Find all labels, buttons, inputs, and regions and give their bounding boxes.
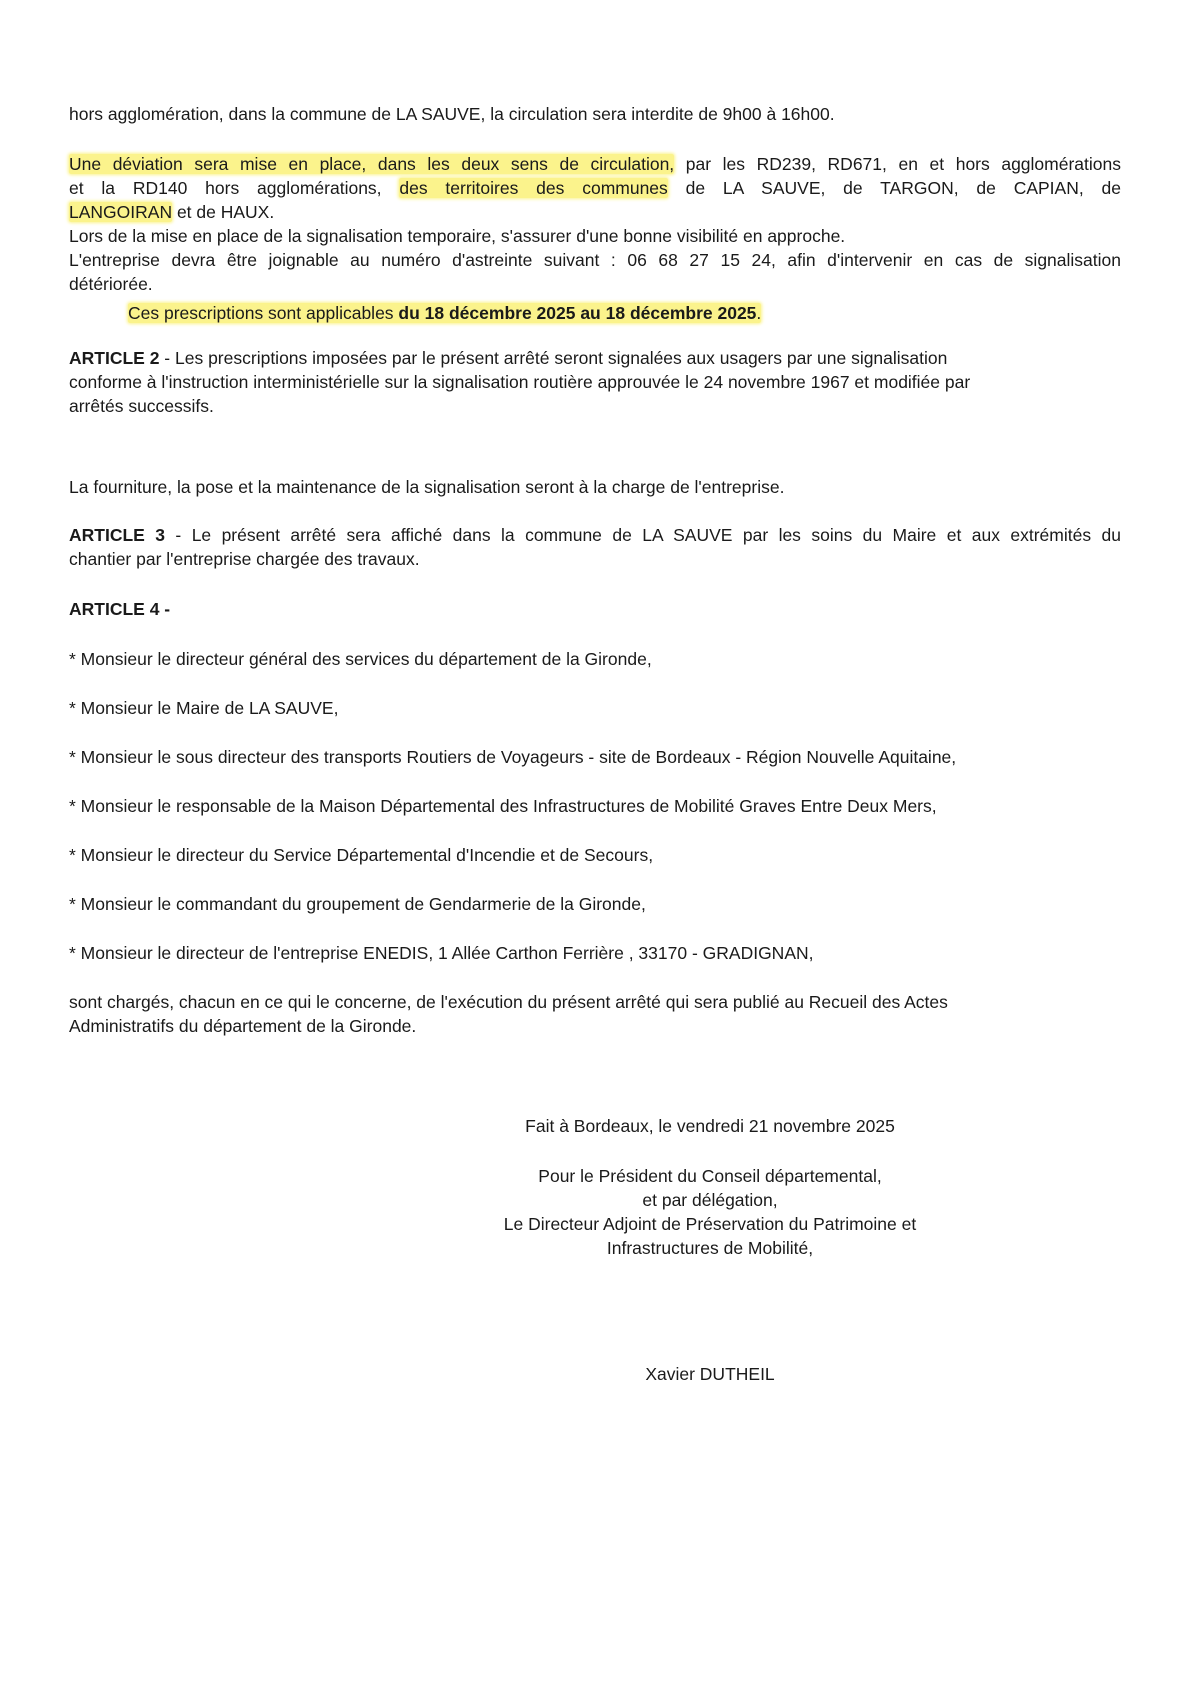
article-2 bbox=[69, 346, 1121, 418]
deviation-paragraph bbox=[69, 152, 1121, 296]
recipient-item bbox=[69, 794, 1121, 818]
place-date bbox=[460, 1114, 960, 1138]
signatory-name-text: Xavier DUTHEIL bbox=[645, 1364, 775, 1384]
recipient-item bbox=[69, 843, 1121, 867]
signature-line-1: Pour le Président du Conseil départemental, bbox=[538, 1166, 882, 1186]
supply-text: La fourniture, la pose et la maintenance de la signalisation seront à la charge de l'entreprise. bbox=[69, 477, 785, 497]
contact-line-1: L'entreprise devra être joignable au numéro d'astreinte suivant : 06 68 27 15 24, afin d'intervenir en cas de signalisation bbox=[69, 250, 1121, 270]
recipient-text: * Monsieur le directeur général des services du département de la Gironde, bbox=[69, 649, 652, 669]
article-2-line-3: arrêtés successifs. bbox=[69, 396, 214, 416]
signature-line-3: Le Directeur Adjoint de Préservation du Patrimoine et bbox=[503, 1214, 917, 1234]
recipient-text: * Monsieur le commandant du groupement de Gendarmerie de la Gironde, bbox=[69, 894, 646, 914]
place-date-text: Fait à Bordeaux, le vendredi 21 novembre 2025 bbox=[525, 1116, 895, 1136]
contact-line-2: détériorée. bbox=[69, 274, 153, 294]
article-2-label: ARTICLE 2 bbox=[69, 348, 160, 368]
signature-title-block bbox=[460, 1164, 960, 1260]
deviation-line-1 bbox=[69, 152, 1121, 176]
article-2-line-1 bbox=[69, 346, 1121, 370]
applicability-prefix: Ces prescriptions sont applicables bbox=[128, 303, 399, 323]
closing-paragraph bbox=[69, 990, 1121, 1038]
recipient-item bbox=[69, 647, 1121, 671]
recipient-text: * Monsieur le sous directeur des transports Routiers de Voyageurs - site de Bordeaux - Région Nouvelle Aquitaine, bbox=[69, 747, 957, 767]
signatory-name bbox=[460, 1362, 960, 1386]
closing-line-1: sont chargés, chacun en ce qui le concerne, de l'exécution du présent arrêté qui sera publié au Recueil des Actes bbox=[69, 992, 948, 1012]
article-3-label: ARTICLE 3 bbox=[69, 525, 165, 545]
highlight-applicability bbox=[128, 303, 761, 323]
deviation-line-2-start: et la RD140 hors agglomérations, bbox=[69, 178, 400, 198]
deviation-line-2-rest: de LA SAUVE, de TARGON, de CAPIAN, de bbox=[667, 178, 1121, 198]
signature-line-4: Infrastructures de Mobilité, bbox=[606, 1238, 814, 1258]
applicability-suffix: . bbox=[756, 303, 762, 323]
article-3 bbox=[69, 523, 1121, 571]
article-4-label bbox=[69, 597, 1121, 621]
intro-line bbox=[69, 102, 1121, 126]
applicability-dates: du 18 décembre 2025 au 18 décembre 2025 bbox=[398, 303, 757, 323]
signature-line-2: et par délégation, bbox=[642, 1190, 778, 1210]
visibility-line: Lors de la mise en place de la signalisation temporaire, s'assurer d'une bonne visibilité en approche. bbox=[69, 226, 846, 246]
deviation-line-1-rest: par les RD239, RD671, en et hors agglomérations bbox=[674, 154, 1121, 174]
recipient-item bbox=[69, 892, 1121, 916]
supply-line bbox=[69, 475, 1121, 499]
article-3-line-2: chantier par l'entreprise chargée des travaux. bbox=[69, 549, 420, 569]
recipient-item bbox=[69, 745, 1121, 769]
applicability-line bbox=[128, 301, 1028, 325]
article-4-label-text: ARTICLE 4 - bbox=[69, 599, 171, 619]
article-3-text-1: Le présent arrêté sera affiché dans la commune de LA SAUVE par les soins du Maire et aux extrémités du bbox=[191, 525, 1121, 545]
highlight-deviation: Une déviation sera mise en place, dans les deux sens de circulation, bbox=[69, 154, 675, 174]
deviation-line-2 bbox=[69, 176, 1121, 200]
article-3-line-1 bbox=[69, 523, 1121, 547]
deviation-line-3-rest: et de HAUX. bbox=[172, 202, 275, 222]
highlight-territories: des territoires des communes bbox=[399, 178, 668, 198]
closing-line-2: Administratifs du département de la Gironde. bbox=[69, 1016, 417, 1036]
recipient-text: * Monsieur le directeur du Service Départemental d'Incendie et de Secours, bbox=[69, 845, 654, 865]
recipient-item bbox=[69, 941, 1121, 965]
recipient-text: * Monsieur le Maire de LA SAUVE, bbox=[69, 698, 339, 718]
article-3-sep: - bbox=[165, 525, 192, 545]
deviation-line-3 bbox=[69, 200, 1121, 224]
highlight-langoiran: LANGOIRAN bbox=[69, 202, 173, 222]
article-2-line-2: conforme à l'instruction interministérielle sur la signalisation routière approuvée le 24 novembre 1967 et modifiée par bbox=[69, 372, 971, 392]
article-2-text-1: Les prescriptions imposées par le présent arrêté seront signalées aux usagers par une signalisation bbox=[175, 348, 948, 368]
recipient-text: * Monsieur le directeur de l'entreprise ENEDIS, 1 Allée Carthon Ferrière , 33170 - GRADIGNAN, bbox=[69, 943, 814, 963]
intro-text: hors agglomération, dans la commune de LA SAUVE, la circulation sera interdite de 9h00 à 16h00. bbox=[69, 104, 835, 124]
article-2-sep: - bbox=[159, 348, 175, 368]
recipient-text: * Monsieur le responsable de la Maison Départemental des Infrastructures de Mobilité Graves Entre Deux Mers, bbox=[69, 796, 937, 816]
recipient-item bbox=[69, 696, 1121, 720]
